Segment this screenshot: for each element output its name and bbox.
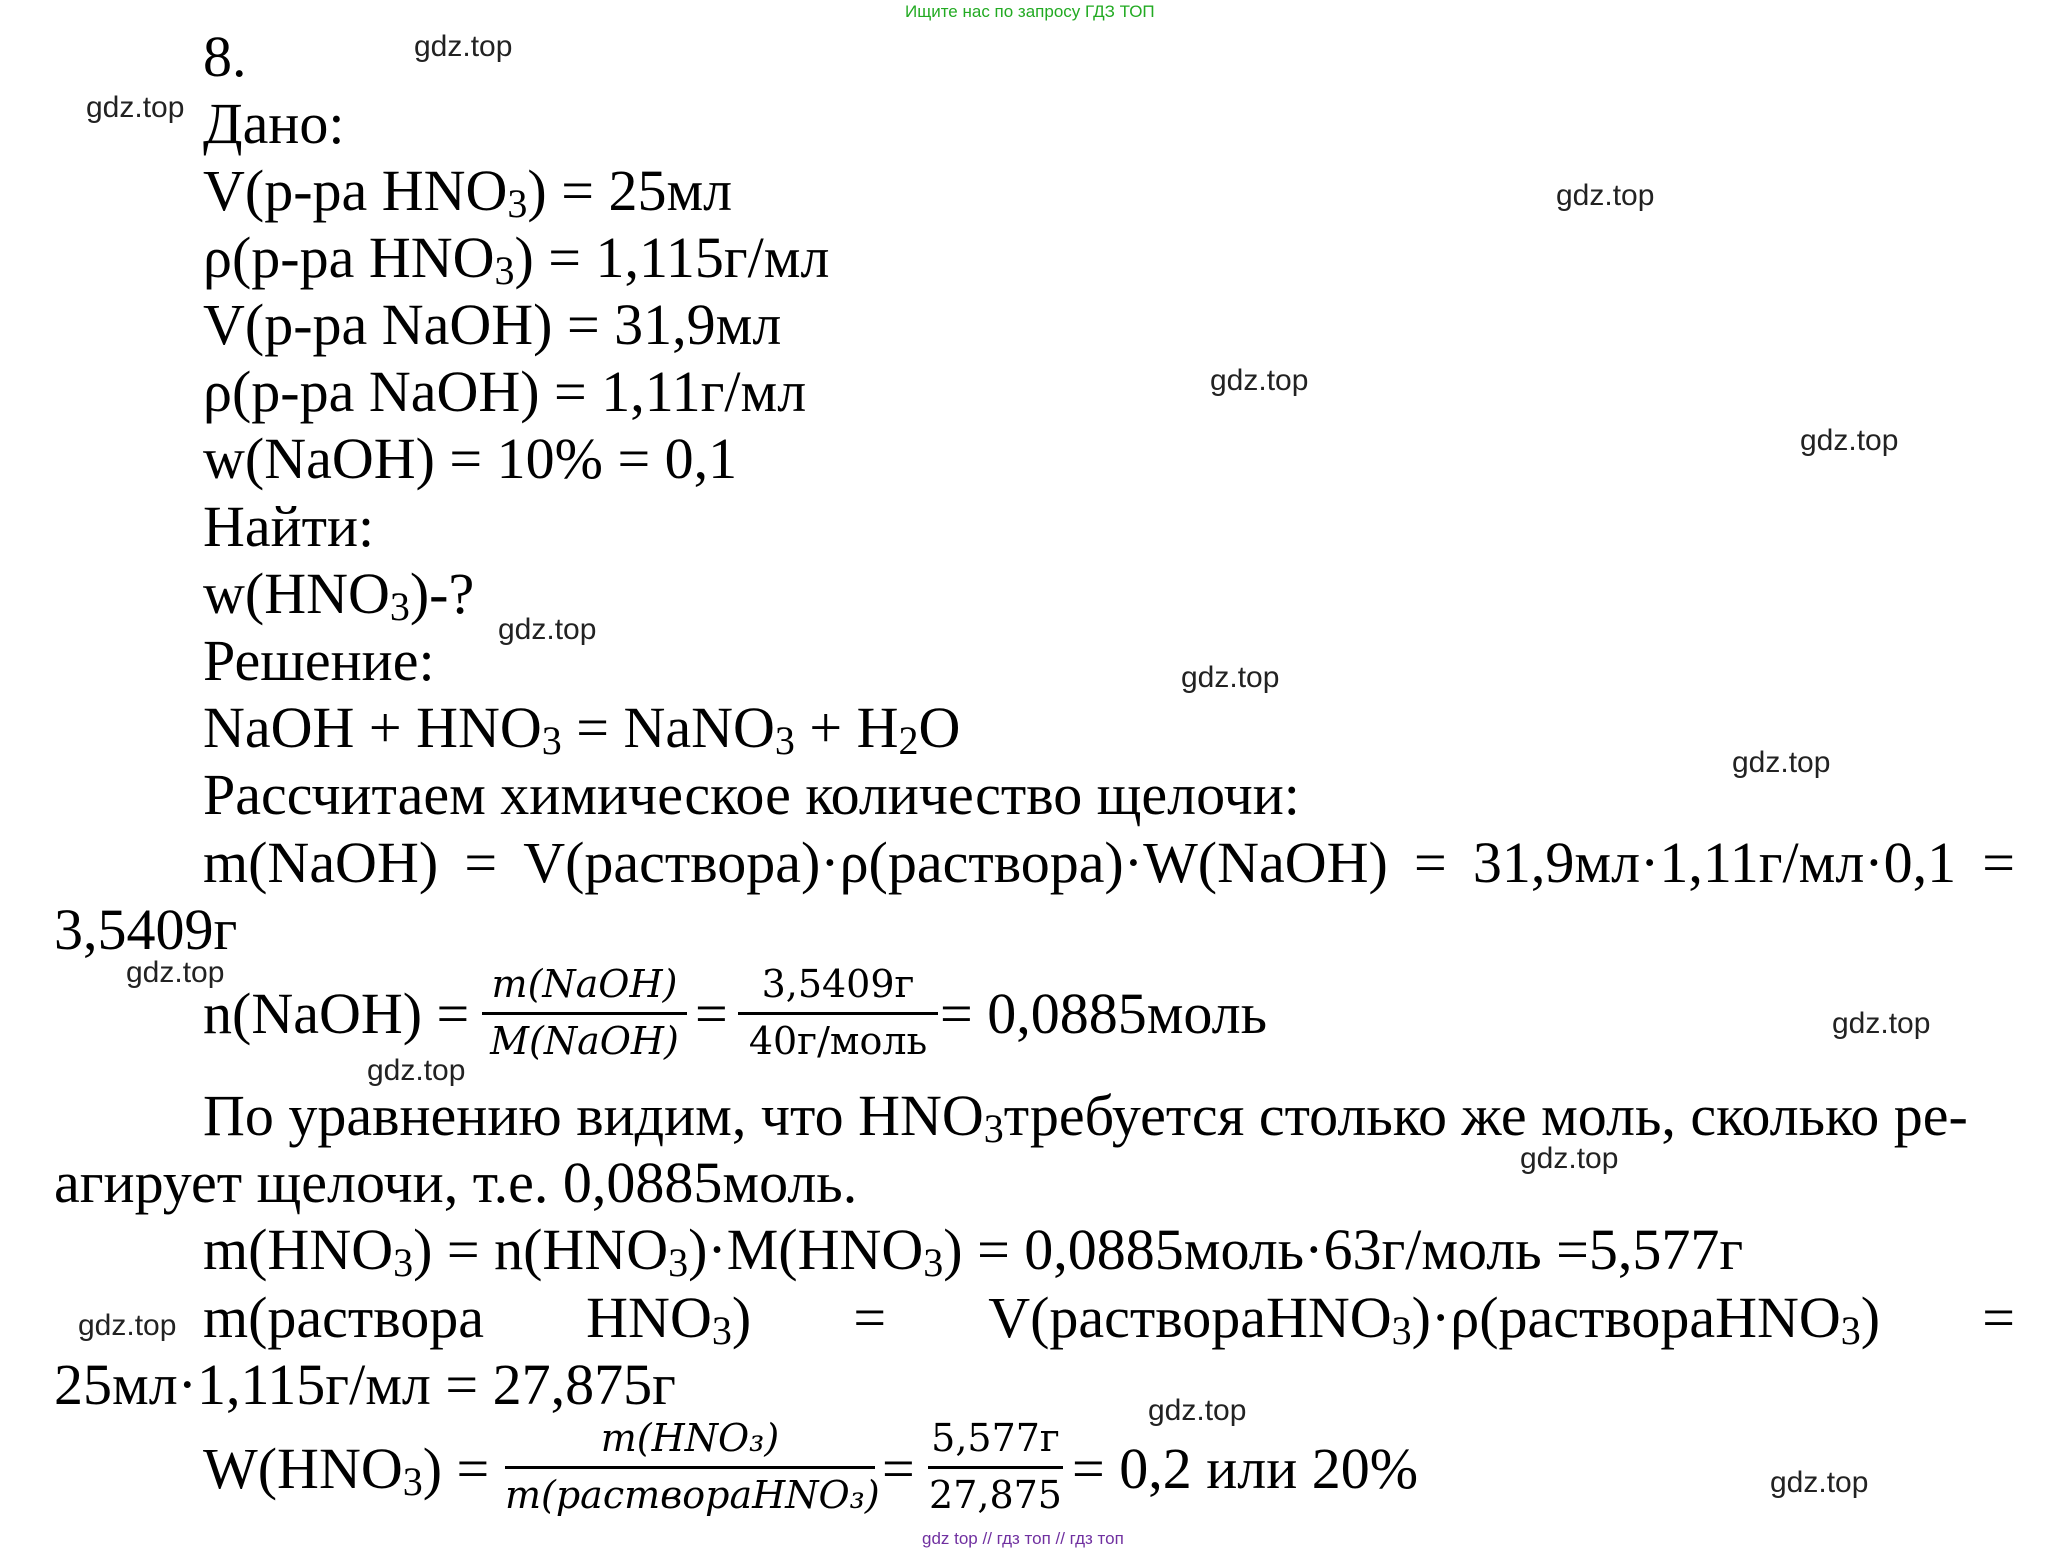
- given-w-naoh: w(NaOH) = 10% = 0,1: [203, 426, 738, 491]
- n-naoh-rhs: = 0,0885моль: [940, 981, 1268, 1046]
- watermark: gdz.top: [1181, 661, 1280, 694]
- n-naoh-lhs: n(NaOH) =: [203, 981, 470, 1046]
- m-solution-result: 25мл·1,115г/мл = 27,875г: [54, 1352, 676, 1417]
- watermark: gdz.top: [1520, 1142, 1619, 1175]
- watermark: gdz.top: [126, 956, 225, 989]
- m-naoh-result: 3,5409г: [54, 897, 238, 962]
- watermark: gdz.top: [367, 1054, 466, 1087]
- w-hno3-rhs: = 0,2 или 20%: [1072, 1436, 1419, 1501]
- paragraph-line-1: По уравнению видим, что HNO3требуется столько же моль, сколько ре-: [203, 1083, 1968, 1152]
- w-hno3-lhs: W(HNO3) =: [203, 1436, 490, 1505]
- text-calc-alkali: Рассчитаем химическое количество щелочи:: [203, 762, 1300, 827]
- reaction-equation: NaOH + HNO3 = NaNO3 + H2O: [203, 695, 961, 764]
- given-rho-hno3: ρ(р-ра HNO3) = 1,115г/мл: [203, 225, 830, 294]
- watermark: gdz.top: [1556, 179, 1655, 212]
- find-label: Найти:: [203, 494, 375, 559]
- watermark: gdz.top: [1770, 1466, 1869, 1499]
- watermark: gdz.top: [1832, 1007, 1931, 1040]
- w-hno3-eq: =: [882, 1436, 915, 1501]
- watermark: gdz.top: [498, 613, 597, 646]
- n-naoh-eq: =: [695, 981, 728, 1046]
- bottom-banner: gdz top // гдз топ // гдз топ: [922, 1529, 1124, 1548]
- m-hno3-line: m(HNO3) = n(HNO3)·M(HNO3) = 0,0885моль·63г/моль =5,577г: [203, 1217, 1744, 1286]
- given-v-hno3: V(р-ра HNO3) = 25мл: [203, 158, 733, 227]
- given-label: Дано:: [203, 91, 345, 156]
- w-hno3-fraction-2: 5,577г 27,875: [929, 1416, 1062, 1517]
- find-w-hno3: w(HNO3)-?: [203, 561, 475, 630]
- watermark: gdz.top: [86, 91, 185, 124]
- problem-number: 8.: [203, 24, 247, 89]
- m-naoh-line: m(NaOH) = V(раствора)·ρ(раствора)·W(NaOH) = 31,9мл·1,11г/мл·0,1 =: [203, 830, 2015, 895]
- paragraph-line-2: агирует щелочи, т.е. 0,0885моль.: [54, 1150, 858, 1215]
- given-v-naoh: V(р-ра NaOH) = 31,9мл: [203, 292, 782, 357]
- watermark: gdz.top: [1210, 364, 1309, 397]
- top-banner: Ищите нас по запросу ГДЗ ТОП: [905, 2, 1155, 21]
- watermark: gdz.top: [1148, 1394, 1247, 1427]
- w-hno3-fraction-1: m(HNO₃) m(раствораHNO₃): [505, 1416, 880, 1517]
- n-naoh-fraction-2: 3,5409г 40г/моль: [738, 962, 938, 1064]
- m-solution-line: m(раствора HNO3) = V(раствораHNO3)·ρ(раствораHNO3) =: [203, 1285, 2015, 1354]
- n-naoh-fraction-1: m(NaOH) M(NaOH): [482, 962, 687, 1064]
- watermark: gdz.top: [1732, 746, 1831, 779]
- watermark: gdz.top: [78, 1309, 177, 1342]
- given-rho-naoh: ρ(р-ра NaOH) = 1,11г/мл: [203, 359, 807, 424]
- watermark: gdz.top: [414, 30, 513, 63]
- watermark: gdz.top: [1800, 424, 1899, 457]
- solution-label: Решение:: [203, 628, 435, 693]
